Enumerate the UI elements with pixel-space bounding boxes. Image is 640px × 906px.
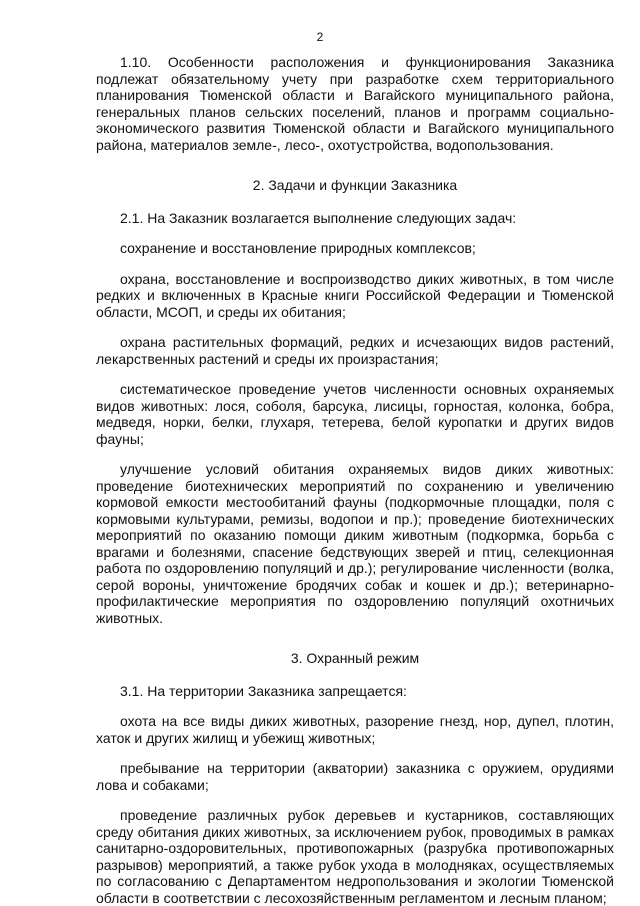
paragraph-2-1: 2.1. На Заказник возлагается выполнение следующих задач: [120, 209, 517, 226]
ban-item-2: пребывание на территории (акватории) заказника с оружием, орудиями лова и собаками; [96, 760, 614, 793]
document-body [96, 54, 614, 906]
section-2-heading: 2. Задачи и функции Заказника [252, 177, 458, 193]
task-item-4: систематическое проведение учетов численности основных охраняемых видов животных: лося, соболя, барсука, лисицы, горностая, колонка, бобра, медведя, норки, белки, глухаря, тетерева, белой куропатки и других видов фауны; [96, 381, 614, 447]
ban-item-3: проведение различных рубок деревьев и кустарников, составляющих среду обитания диких животных, за исключением рубок, проводимых в рамках санитарно-оздоровительных, противопожарных (разрубка противопожарных разрывов) мероприятий, а также рубок ухода в молодняках, осуществляемых по согласованию с Департаментом недропользования и экологии Тюменской области в соответствии с лесохозяйственным регламентом и лесным планом; [96, 807, 614, 906]
section-3-heading: 3. Охранный режим [290, 650, 420, 666]
page-number: 2 [316, 30, 324, 44]
task-item-3: охрана растительных формаций, редких и исчезающих видов растений, лекарственных растений и среды их произрастания; [96, 334, 614, 367]
task-item-1: сохранение и восстановление природных комплексов; [120, 240, 476, 256]
paragraph-3-1: 3.1. На территории Заказника запрещается: [120, 682, 407, 699]
task-item-2: охрана, восстановление и воспроизводство диких животных, в том числе редких и включенных в Красные книги Российской Федерации и Тюменской области, МСОП, и среды их обитания; [96, 270, 614, 320]
paragraph-1-10: 1.10. Особенности расположения и функционирования Заказника подлежат обязательному учету при разработке схем территориального планирования Тюменской области и Вагайского муниципального района, генеральных планов сельских поселений, планов и программ социально-экономического развития Тюменской области и Вагайского муниципального района, материалов земле-, лесо-, охотустройства, водопользования. [96, 54, 614, 153]
task-item-5: улучшение условий обитания охраняемых видов диких животных: проведение биотехнических мероприятий по сохранению и увеличению кормовой емкости местообитаний фауны (подкормочные площадки, поля с кормовыми культурами, ремизы, водопои и пр.); проведение биотехнических мероприятий по оказанию помощи диким животным (подкормка, борьба с врагами и болезнями, спасение бедствующих зверей и птиц, селекционная работа по оздоровлению популяций и др.); регулирование численности (волка, серой вороны, уничтожение бродячих собак и кошек и др.); ветеринарно-профилактические мероприятия по оздоровлению популяций охотничьих животных. [96, 461, 614, 626]
ban-item-1: охота на все виды диких животных, разорение гнезд, нор, дупел, плотин, хаток и других жилищ и убежищ животных; [96, 713, 614, 746]
